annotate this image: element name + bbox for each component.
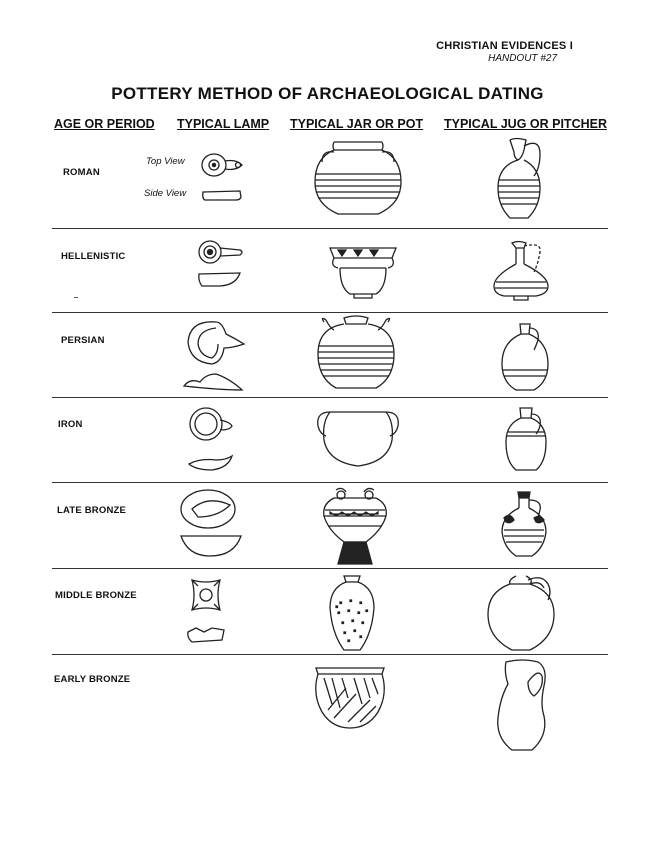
column-header-jug: TYPICAL JUG OR PITCHER (444, 117, 607, 131)
early-bronze-jug (486, 656, 558, 756)
early-bronze-jar (312, 664, 388, 734)
late-bronze-lamp-top-view (178, 487, 242, 531)
period-label-iron: IRON (58, 419, 83, 430)
persian-lamp-top-view (182, 314, 252, 370)
period-label-middle-bronze: MIDDLE BRONZE (55, 590, 137, 601)
persian-jug (494, 320, 556, 396)
persian-jar (310, 314, 402, 394)
hellenistic-jar (328, 240, 398, 302)
period-label-persian: PERSIAN (61, 335, 105, 346)
row-divider (52, 482, 608, 483)
period-label-hellenistic: HELLENISTIC (61, 251, 126, 262)
hellenistic-lamp-top-view (196, 238, 248, 266)
middle-bronze-jar (324, 572, 380, 656)
period-label-early-bronze: EARLY BRONZE (54, 674, 131, 685)
column-header-period: AGE OR PERIOD (54, 117, 155, 131)
column-header-jar: TYPICAL JAR OR POT (290, 117, 424, 131)
side-view-label: Side View (144, 188, 187, 199)
roman-lamp-top-view (198, 150, 248, 180)
late-bronze-jug (496, 488, 558, 562)
middle-bronze-lamp-top-view (186, 576, 226, 614)
late-bronze-jar (318, 486, 392, 570)
roman-lamp-side-view (200, 188, 245, 204)
hellenistic-jug (490, 238, 558, 304)
iron-lamp-side-view (186, 452, 236, 474)
middle-bronze-jug (482, 570, 562, 654)
persian-lamp-side-view (180, 368, 250, 392)
row-divider (52, 312, 608, 313)
period-label-late-bronze: LATE BRONZE (57, 505, 127, 516)
roman-jug (488, 134, 553, 224)
row-divider (52, 228, 608, 229)
roman-jar (312, 138, 404, 220)
page-title: POTTERY METHOD OF ARCHAEOLOGICAL DATING (111, 84, 544, 103)
course-title: CHRISTIAN EVIDENCES I (436, 40, 573, 52)
iron-jar (312, 404, 404, 472)
iron-jug (500, 404, 558, 476)
late-bronze-lamp-side-view (178, 532, 244, 560)
iron-lamp-top-view (186, 402, 238, 446)
stray-mark (74, 297, 78, 298)
period-label-roman: ROMAN (63, 167, 100, 178)
handout-number: HANDOUT #27 (488, 53, 557, 64)
middle-bronze-lamp-side-view (184, 624, 228, 646)
column-header-lamp: TYPICAL LAMP (177, 117, 270, 131)
top-view-label: Top View (146, 156, 185, 167)
row-divider (52, 397, 608, 398)
hellenistic-lamp-side-view (196, 268, 246, 290)
